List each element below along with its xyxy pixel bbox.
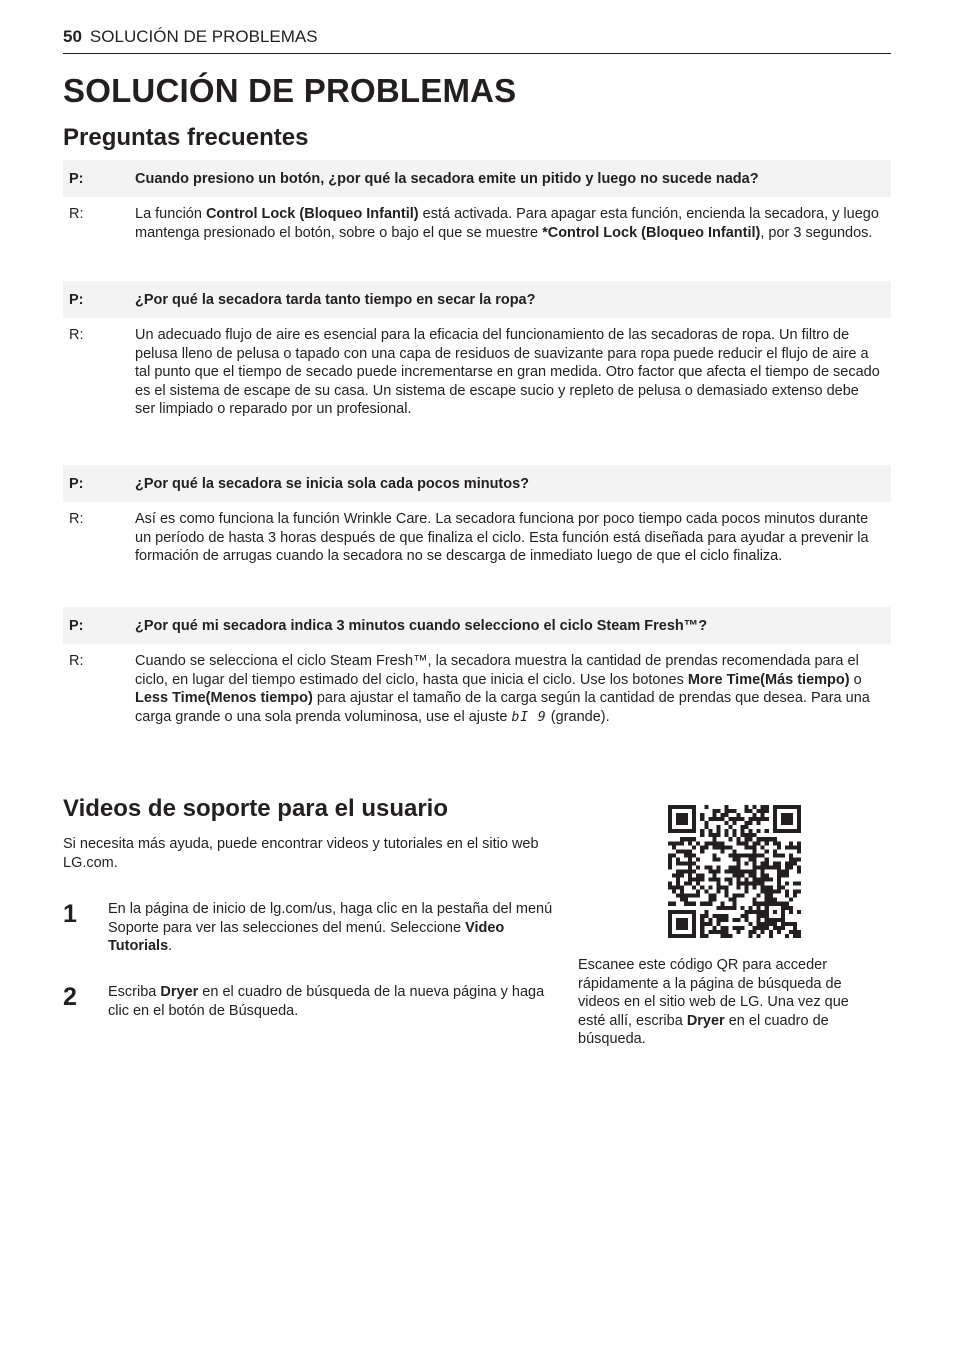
qr-caption [578, 956, 878, 1049]
page-number: 50 [63, 27, 82, 46]
step-text [108, 983, 553, 1020]
page-header [63, 27, 891, 54]
faq-question [63, 607, 891, 644]
answer-text [135, 510, 891, 566]
answer-label: R: [69, 511, 84, 527]
text-segment: Así es como funciona la función Wrinkle Care. La secadora funciona por poco tiempo cada pocos minutos durante un período de hasta 3 horas después de que finaliza el ciclo. Esta función está diseñada para ayudar a prevenir la formación de arrugas cuando la secadora no se descarga de inmediato luego de que el ciclo finaliza. [135, 511, 869, 565]
text-segment: En la página de inicio de lg.com/us, haga clic en la pestaña del menú Soporte para ver las selecciones del menú. Seleccione [108, 901, 553, 936]
step-item [63, 983, 553, 1020]
page-title: SOLUCIÓN DE PROBLEMAS [63, 72, 517, 109]
faq-heading: Preguntas frecuentes [63, 124, 309, 151]
question-label: P: [69, 291, 84, 308]
faq-answer [63, 652, 891, 727]
answer-label: R: [69, 327, 84, 343]
text-segment: o [849, 671, 862, 688]
question-text: ¿Por qué mi secadora indica 3 minutos cuando selecciono el ciclo Steam Fresh™? [135, 617, 708, 634]
videos-intro: Si necesita más ayuda, puede encontrar videos y tutoriales en el sitio web LG.com. [63, 836, 539, 871]
faq-item [63, 281, 891, 419]
bold-text: Dryer [160, 984, 199, 1000]
answer-label: R: [69, 653, 84, 669]
text-segment: (grande). [546, 708, 610, 725]
step-number: 2 [63, 983, 77, 1011]
text-segment: en el cuadro de búsqueda. [578, 1012, 829, 1048]
step-number: 1 [63, 900, 77, 928]
question-text: ¿Por qué la secadora se inicia sola cada pocos minutos? [135, 475, 530, 492]
text-segment: Escanee este código QR para acceder rápidamente a la página de búsqueda de videos en el sitio web de LG. Una vez que esté allí, escriba [578, 957, 849, 1029]
answer-text [135, 652, 891, 727]
text-segment: La función [135, 206, 206, 222]
faq-answer [63, 205, 891, 242]
text-segment: Escriba [108, 984, 161, 1000]
bold-text: More Time(Más tiempo) [687, 671, 850, 688]
text-segment: . [168, 938, 173, 955]
bold-text: Dryer [686, 1012, 725, 1029]
qr-code-image [668, 805, 801, 938]
faq-answer [63, 326, 891, 419]
text-segment: para ajustar el tamaño de la carga según la cantidad de prendas que desea. Para una carga grande o una sola prenda voluminosa, use el ajuste [135, 690, 870, 725]
faq-question [63, 465, 891, 502]
faq-question [63, 160, 891, 197]
videos-heading: Videos de soporte para el usuario [63, 795, 449, 822]
bold-text: *Control Lock (Bloqueo Infantil) [542, 224, 761, 241]
text-segment: está activada. Para apagar esta función, encienda la secadora, y luego mantenga presionado el botón, sobre o bajo el que se muestre [135, 206, 879, 241]
answer-label: R: [69, 206, 84, 222]
faq-item [63, 160, 891, 242]
bold-text: Video Tutorials [108, 919, 505, 955]
text-segment: en el cuadro de búsqueda de la nueva página y haga clic en el botón de Búsqueda. [108, 984, 545, 1019]
text-segment: Cuando se selecciona el ciclo Steam Fresh™, la secadora muestra la cantidad de prendas recomendada para el ciclo, en lugar del tiempo estimado del ciclo, hasta que inicia el ciclo. Use los botones [135, 653, 859, 688]
faq-item [63, 607, 891, 727]
question-text: Cuando presiono un botón, ¿por qué la secadora emite un pitido y luego no sucede nada? [135, 170, 759, 187]
display-setting-text: bI 9 [511, 709, 547, 725]
answer-text [135, 326, 891, 419]
faq-question [63, 281, 891, 318]
text-segment: Un adecuado flujo de aire es esencial para la eficacia del funcionamiento de las secadoras de ropa. Un filtro de pelusa lleno de pelusa o tapado con una capa de residuos de suavizante para ropa puede reducir el flujo de aire a tal punto que el tiempo de secado puede incrementarse en gran medida. Otro factor que afecta el tiempo de secado es el sistema de escape de su casa. Un sistema de escape sucio y repleto de pelusa o demasiado extenso debe ser limpiado o reparado por un profesional. [135, 327, 880, 418]
question-text: ¿Por qué la secadora tarda tanto tiempo en secar la ropa? [135, 291, 536, 308]
faq-item [63, 465, 891, 566]
answer-text [135, 205, 891, 242]
header-section-title: SOLUCIÓN DE PROBLEMAS [89, 27, 318, 46]
question-label: P: [69, 617, 84, 634]
question-label: P: [69, 170, 84, 187]
step-text [108, 900, 553, 956]
question-label: P: [69, 475, 84, 492]
bold-text: Less Time(Menos tiempo) [135, 690, 313, 707]
bold-text: Control Lock (Bloqueo Infantil) [205, 206, 419, 222]
step-item [63, 900, 553, 956]
text-segment: , por 3 segundos. [760, 224, 873, 241]
faq-answer [63, 510, 891, 566]
